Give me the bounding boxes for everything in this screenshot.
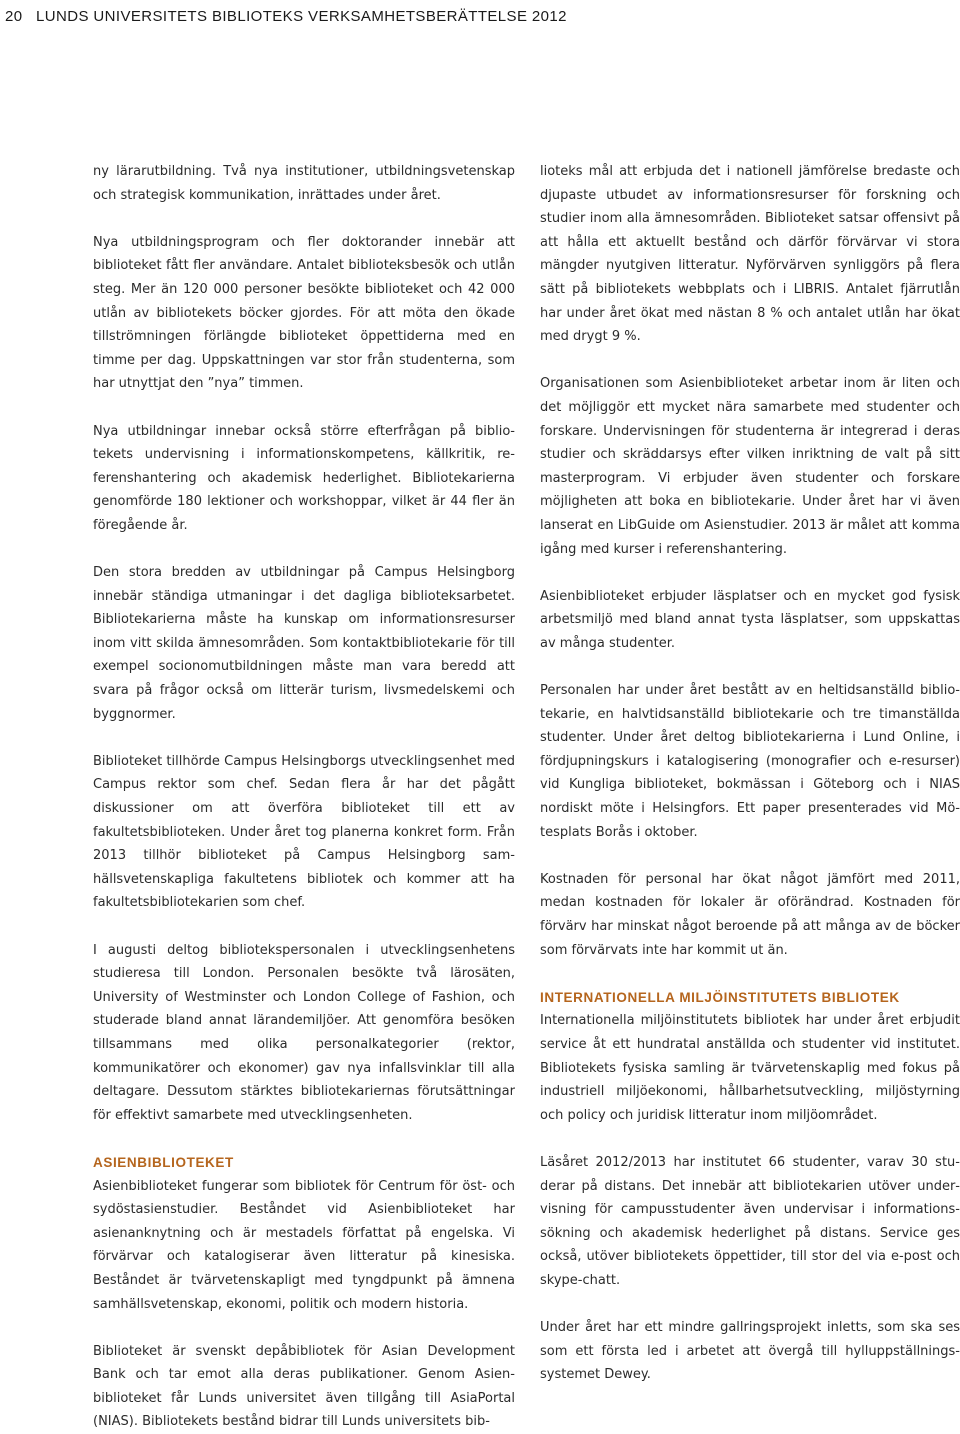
paragraph: I augusti deltog bibliotekspersonalen i utvecklingsenhetens studieresa till London. Personalen besökte två lärosäten, University of Westminster och London College of Fashion, och studerade bland annat lärandemiljöer. Att genomföra besöken tillsammans med olika personalkategorier (rektor, kommunikatörer och ekonomer) gav nya infallsvinklar till alla deltagare. Dessutom stärktes bibliotekariernas förutsättningar för effektivt samarbete med utvecklingsenheten. (93, 942, 515, 1123)
paragraph: Under året har ett mindre gallringsprojekt inletts, som ska ses som ett första led i arbetet att övergå till hylluppställningssystemet Dewey. (540, 1320, 960, 1383)
paragraph: Internationella miljöinstitutets bibliotek har under året erbjudit service åt ett hundratal anställda och studenter vid institutet. Bibliotekets fysiska samling är tvärvetenskaplig med fokus på industriell miljöekonomi, hållbarhetsutveckling, miljöstyrning och policy och juridisk litteratur inom miljöområdet. (540, 1013, 960, 1123)
running-header (0, 0, 960, 34)
section-heading-miljoinstitutet: INTERNATIONELLA MILJÖINSTITUTETS BIBLIOTEK (540, 989, 900, 1005)
paragraph: Nya utbildningsprogram och fler doktorander innebär att biblioteket fått fler användare. Antalet biblioteksbesök och utlån steg. Mer än 120 000 personer besökte biblioteket och 42 000 utlån av bibliotekets böcker gjordes. För att möta den ökade tillströmningen förlängde biblioteket öppettiderna med en timme per dag. Uppskattningen var stor från studenterna, som har utnyttjat den ”nya” timmen. (93, 234, 515, 392)
paragraph: Nya utbildningar innebar också större efterfrågan på bibliotekets undervisning i informationskompetens, källkritik, referenshantering och akademisk hederlighet. Bibliotekarierna genomförde 180 lektioner och workshoppar, vilket är 44 fler än föregående år. (93, 423, 515, 533)
paragraph: Läsåret 2012/2013 har institutet 66 studenter, varav 30 studerar på distans. Det innebär att bibliotekarien utöver undervisning för campusstudenter även undervisar i informationssökning och akademisk hederlighet på distans. Service ges också, utöver bibliotekets öppettider, till stor del via e-post och skype-chatt. (540, 1154, 960, 1288)
paragraph: lioteks mål att erbjuda det i nationell jämförelse bredaste och djupaste utbudet av informationsresurser för forskning och studier inom alla ämnesområden. Biblioteket satsar offensivt på att hålla ett aktuellt bestånd och därför förvärvar vi stora mängder nyutgiven litteratur. Nyförvärven synliggörs på flera sätt på bibliotekets webbplats och i LIBRIS. Antalet fjärrutlån har under året ökat med nästan 8 % och antalet utlån har ökat med drygt 9 %. (540, 164, 960, 345)
paragraph: Den stora bredden av utbildningar på Campus Helsingborg innebär ständiga utmaningar i det dagliga biblioteksarbetet. Bibliotekarierna måste ha kunskap om informationsresurser inom vitt skilda ämnesområden. Som kontaktbibliotekarie för till exempel socionomutbildningen måste man vara beredd att svara på frågor också om litterär turism, livsmedelskemi och byggnormer. (93, 565, 515, 722)
left-column (93, 160, 515, 1434)
paragraph: Asienbiblioteket fungerar som bibliotek för Centrum för öst- och sydöstasienstudier. Beståndet vid Asienbiblioteket har asienanknytning och är mestadels författat på engelska. Vi förvärvar och katalogiserar även litteratur på kinesiska. Beståndet är tvärvetenskapligt med tyngdpunkt på ämnena samhällsvetenskap, ekonomi, politik och modern historia. (93, 1178, 515, 1312)
right-column (540, 160, 960, 1387)
paragraph: Personalen har under året bestått av en heltidsanställd bibliotekarie, en halvtidsanställd bibliotekarie och tre timanställda studenter. Under året deltog bibliotekarierna i Lund Online, i fördjupningskurs i katalogisering (monografier och e-resurser) vid Kungliga biblioteket, bokmässan i Göteborg och i NIAS nordiskt möte i Helsingfors. Ett paper presenterades vid Mötesplats Borås i oktober. (540, 683, 960, 840)
paragraph: ny lärarutbildning. Två nya institutioner, utbildningsvetenskap och strategisk kommunikation, inrättades under året. (93, 164, 515, 203)
report-title: LUNDS UNIVERSITETS BIBLIOTEKS VERKSAMHETSBERÄTTELSE 2012 (36, 8, 567, 25)
paragraph: Organisationen som Asienbiblioteket arbetar inom är liten och det möjliggör ett mycket nära samarbete med studenter och forskare. Undervisningen för studenterna är integrerad i deras studier och skräddarsys efter vilken inriktning de valt på sitt masterprogram. Vi erbjuder även studenter och forskare möjligheten att boka en bibliotekarie. Under året har vi även lanserat en LibGuide om Asienstudier. 2013 är målet att komma igång med kurser i referenshantering. (540, 376, 960, 557)
paragraph: Kostnaden för personal har ökat något jämfört med 2011, medan kostnaden för lokaler är oförändrad. Kostnaden för förvärv har minskat något beroende på att många av de böcker som förvärvats inte har kommit ut än. (540, 871, 960, 958)
section-heading-asienbiblioteket: ASIENBIBLIOTEKET (93, 1154, 234, 1170)
paragraph: Biblioteket tillhörde Campus Helsingborgs utvecklingsenhet med Campus rektor som chef. Sedan flera år har det pågått diskussioner om att överföra biblioteket till ett av fakultetsbiblioteken. Under året tog planerna konkret form. Från 2013 tillhör biblioteket på Campus Helsingborg samhällsvetenskapliga fakultetens bibliotek och kommer att ha fakultetsbibliotekarien som chef. (93, 753, 515, 911)
page-number: 20 (5, 8, 23, 25)
paragraph: Biblioteket är svenskt depåbibliotek för Asian Development Bank och tar emot alla deras publikationer. Genom Asienbiblioteket får Lunds universitet även tillgång till AsiaPortal (NIAS). Bibliotekets bestånd bidrar till Lunds universitets bib- (93, 1343, 515, 1430)
paragraph: Asienbiblioteket erbjuder läsplatser och en mycket god fysisk arbetsmiljö med bland annat tysta läsplatser, som uppskattas av många studenter. (540, 588, 960, 651)
